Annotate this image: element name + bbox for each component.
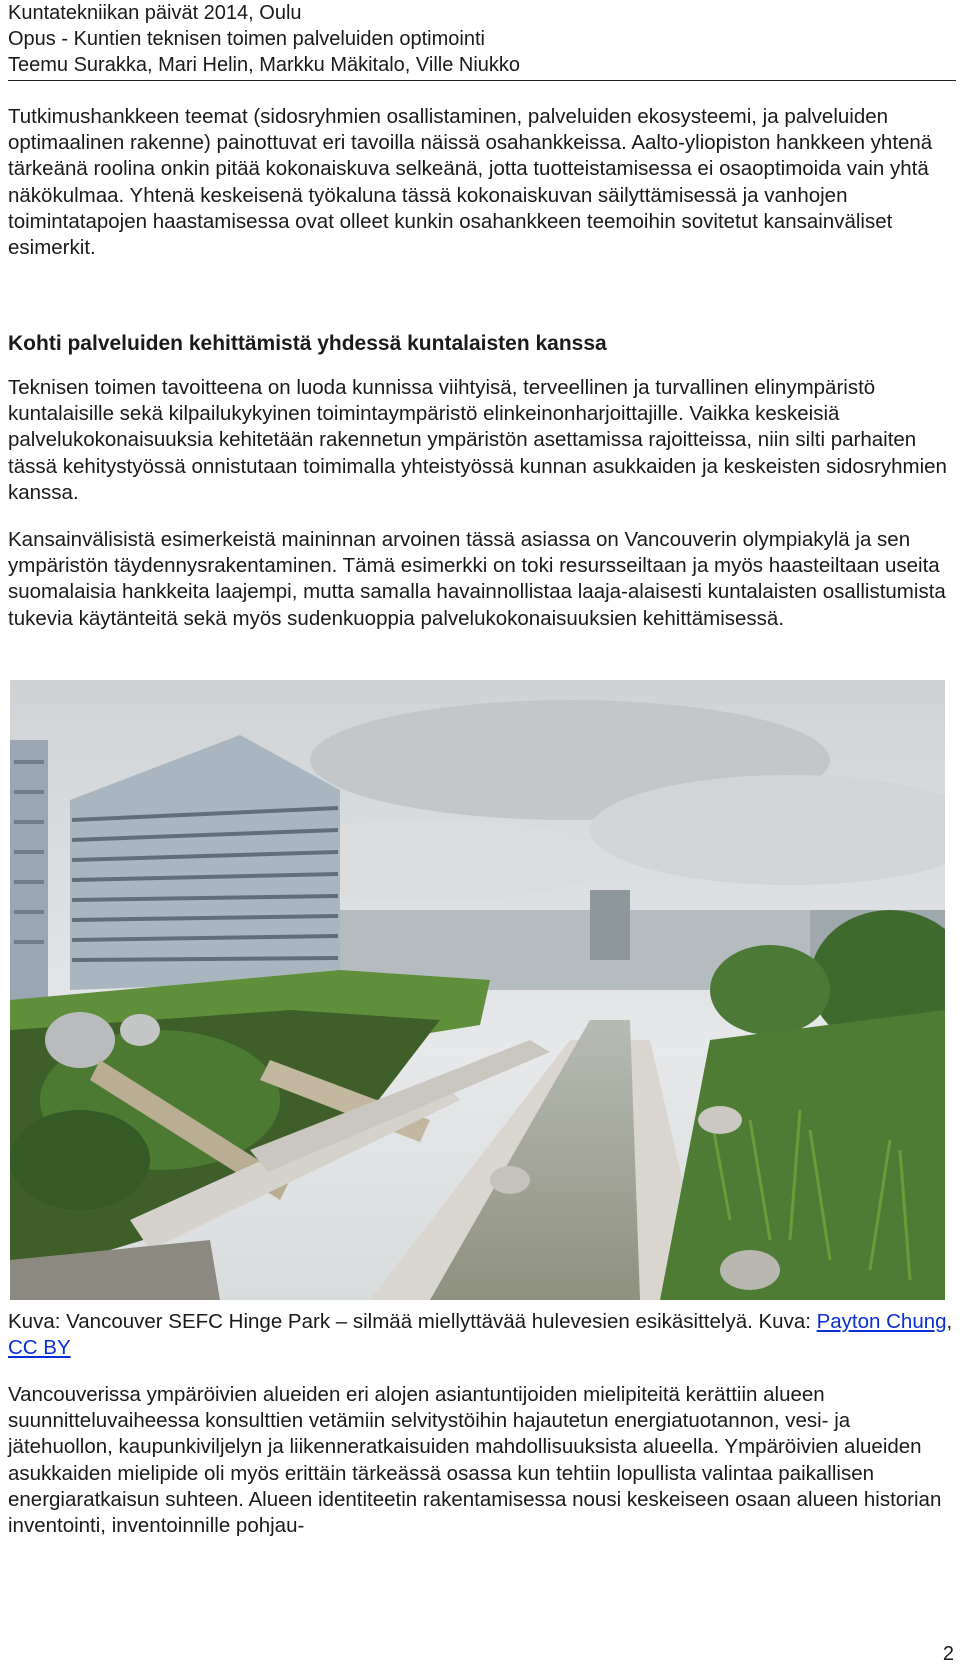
intro-paragraph: Tutkimushankkeen teemat (sidosryhmien osallistaminen, palveluiden ekosysteemi, ja palveluiden optimaalinen rakenne) painottuvat eri tavoilla näissä osahankkeissa. Aalto-yliopiston hankkeen yhtenä tärkeänä roolina onkin pitää kokonaiskuva selkeänä, jotta tuotteistamisessa ei osaoptimoida vain yhtä näkökulmaa. Yhtenä keskeisenä työkaluna tässä kokonaiskuvan säilyttämisessä ja vanhojen toimintatapojen haastamisessa ovat olleet kunkin osahankkeen teemoihin sovitetut kansainväliset esimerkit. <box>8 105 933 260</box>
caption-license-link[interactable]: CC BY <box>8 1336 71 1360</box>
header-title: Opus - Kuntien teknisen toimen palveluiden optimointi <box>8 28 485 50</box>
park-photo <box>10 680 945 1300</box>
caption-text: Kuva: Vancouver SEFC Hinge Park – silmää miellyttävää hulevesien esikäsittelyä. Kuva: <box>8 1310 817 1333</box>
document-header <box>8 0 956 81</box>
page-number: 2 <box>942 1643 954 1665</box>
caption-author-link[interactable]: Payton Chung <box>816 1310 947 1333</box>
header-authors: Teemu Surakka, Mari Helin, Markku Mäkitalo, Ville Niukko <box>8 54 521 76</box>
photo-caption <box>8 1309 953 1361</box>
body-paragraph-2: Teknisen toimen tavoitteena on luoda kunnissa viihtyisä, terveellinen ja turvallinen elinympäristö kuntalaisille sekä kilpailukykyinen toimintaympäristö elinkeinonharjoittajille. Vaikka keskeisiä palvelukokonaisuuksia kehitetään rakennetun ympäristön asettamissa rajoitteissa, niin silti parhaiten tässä kehitystyössä onnistutaan toimimalla yhteistyössä kunnan asukkaiden ja keskeisten sidosryhmien kanssa. <box>8 376 947 504</box>
caption-separator: , <box>946 1310 953 1333</box>
header-conference: Kuntatekniikan päivät 2014, Oulu <box>8 2 302 24</box>
section-heading: Kohti palveluiden kehittämistä yhdessä kuntalaisten kanssa <box>8 332 607 355</box>
body-paragraph-4: Vancouverissa ympäröivien alueiden eri alojen asiantuntijoiden mielipiteitä kerättiin alueen suunnitteluvaiheessa konsulttien vetämiin selvitystöihin hajautetun energiatuotannon, vesi- ja jätehuollon, kaupunkiviljelyn ja liikenneratkaisuiden mahdollisuuksista alueella. Ympäröivien alueiden asukkaiden mielipide oli myös erittäin tärkeässä osassa kun tehtiin lopullista valintaa paikallisen energiaratkaisun suhteen. Alueen identiteetin rakentamisessa nousi keskeiseen osaan alueen historian inventointi, inventoinnille pohjau- <box>8 1383 942 1538</box>
body-paragraph-3: Kansainvälisistä esimerkeistä maininnan arvoinen tässä asiassa on Vancouverin olympiakylä ja sen ympäristön täydennysrakentaminen. Tämä esimerkki on toki resursseiltaan ja myös haasteiltaan useita suomalaisia hankkeita laajempi, mutta samalla havainnollistaa laaja-alaisesti kuntalaisten osallistumista tukevia käytänteitä sekä myös sudenkuoppia palvelukokonaisuuksien kehittämisessä. <box>8 528 946 630</box>
